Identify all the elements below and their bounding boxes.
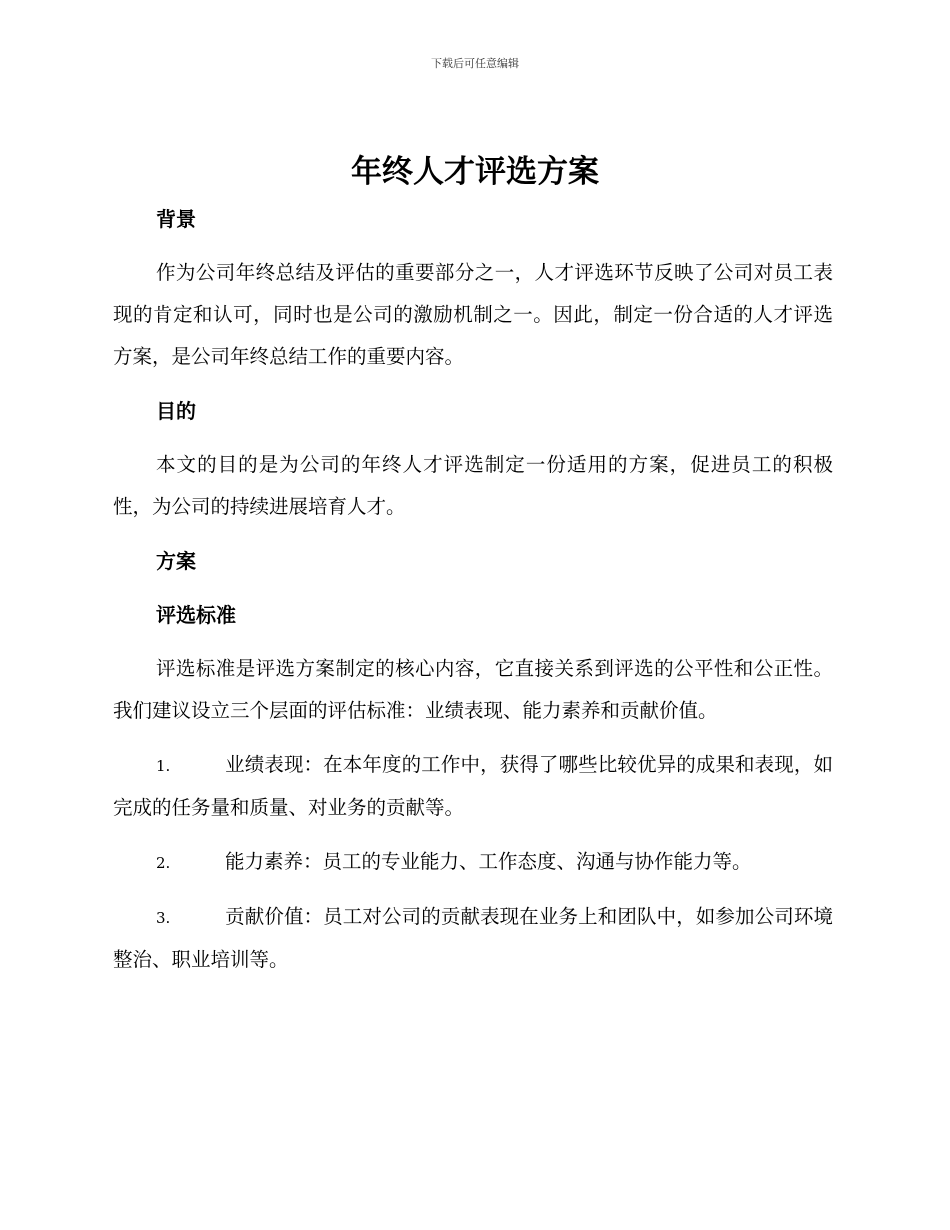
- list-item-text: 贡献价值：员工对公司的贡献表现在业务上和团队中，如参加公司环境整治、职业培训等。: [113, 905, 833, 971]
- list-item-text: 业绩表现：在本年度的工作中，获得了哪些比较优异的成果和表现，如完成的任务量和质量、对业务的贡献等。: [113, 753, 833, 819]
- document-body: [113, 198, 833, 993]
- criteria-list-item: [113, 841, 833, 884]
- list-item-number: 3.: [156, 909, 171, 927]
- section-heading-purpose: 目的: [156, 399, 196, 423]
- page-header-note: 下载后可任意编辑: [431, 57, 519, 70]
- purpose-paragraph: 本文的目的是为公司的年终人才评选制定一份适用的方案，促进员工的积极性，为公司的持续进展培育人才。: [113, 453, 833, 518]
- background-paragraph: 作为公司年终总结及评估的重要部分之一，人才评选环节反映了公司对员工表现的肯定和认可，同时也是公司的激励机制之一。因此，制定一份合适的人才评选方案，是公司年终总结工作的重要内容。: [113, 261, 833, 368]
- criteria-paragraph: 评选标准是评选方案制定的核心内容，它直接关系到评选的公平性和公正性。我们建议设立三个层面的评估标准：业绩表现、能力素养和贡献价值。: [113, 657, 833, 722]
- list-item-number: 1.: [156, 757, 171, 775]
- section-heading-background: 背景: [156, 207, 196, 231]
- list-item-number: 2.: [156, 854, 171, 872]
- criteria-list-item: [113, 744, 833, 829]
- section-heading-plan: 方案: [156, 549, 196, 573]
- criteria-list-item: [113, 896, 833, 981]
- section-heading-criteria: 评选标准: [156, 603, 236, 627]
- list-item-text: 能力素养：员工的专业能力、工作态度、沟通与协作能力等。: [225, 850, 752, 873]
- document-title: 年终人才评选方案: [351, 154, 599, 190]
